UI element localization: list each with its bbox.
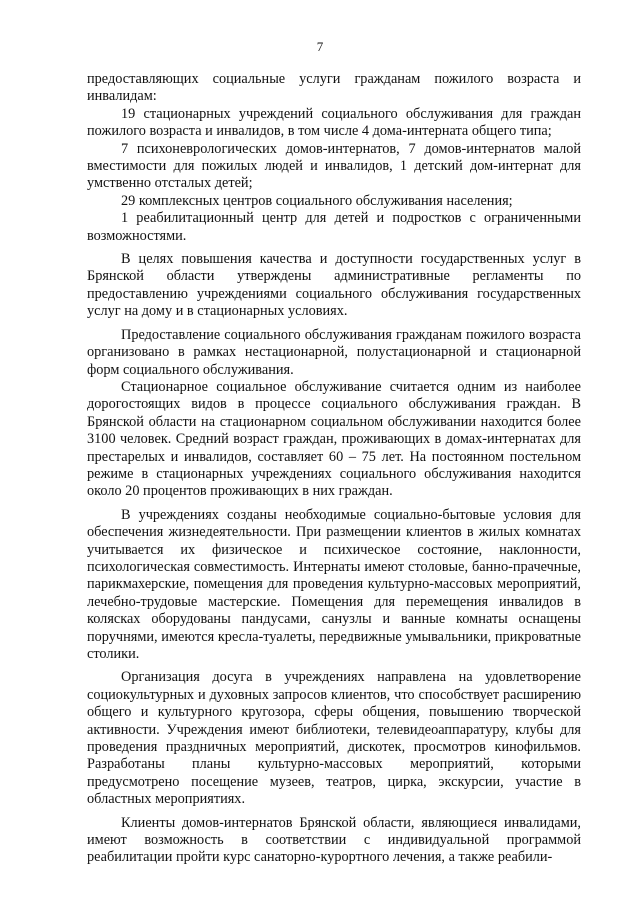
page-number: 7 <box>316 39 324 54</box>
list-item: 1 реабилитационный центр для детей и подростков с ограниченными возможностями. <box>87 210 581 244</box>
paragraph: В учреждениях созданы необходимые социально-бытовые условия для обеспечения жизнедеятельности. При размещении клиентов в жилых комнатах учитывается их физическое и психическое состояние, наклонности, психологическая совместимость. Интернаты имеют столовые, банно-прачечные, парикмахерские, помещения для проведения культурно-массовых мероприятий, лечебно-трудовые мастерские. Помещения для перемещения инвалидов в колясках оборудованы пандусами, санузлы и ванные комнаты оснащены поручнями, имеются кресла-туалеты, передвижные умывальники, прикроватные столики. <box>87 506 581 662</box>
paragraph: Организация досуга в учреждениях направлена на удовлетворение социокультурных и духовных запросов клиентов, что способствует расширению общего и культурного кругозора, сферы общения, повышению творческой активности. Учреждения имеют библиотеки, телевидеоаппаратуру, клубы для проведения праздничных мероприятий, дискотек, просмотров кинофильмов. Разработаны планы культурно-массовых мероприятий, которыми предусмотрено посещение музеев, театров, цирка, экскурсии, участие в областных мероприятиях. <box>87 669 581 808</box>
paragraph: В целях повышения качества и доступности государственных услуг в Брянской области утверждены административные регламенты по предоставлению учреждениями социального обслуживания государственных услуг на дому и в стационарных условиях. <box>87 251 581 320</box>
paragraph: Предоставление социального обслуживания гражданам пожилого возраста организовано в рамках нестационарной, полустационарной и стационарной форм социального обслуживания. <box>87 326 581 378</box>
paragraph: Клиенты домов-интернатов Брянской области, являющиеся инвалидами, имеют возможность в соответствии с индивидуальной программой реабилитации пройти курс санаторно-курортного лечения, а также реабили- <box>87 814 581 866</box>
list-item: 7 психоневрологических домов-интернатов, 7 домов-интернатов малой вместимости для пожилых людей и инвалидов, 1 детский дом-интернат для умственно отсталых детей; <box>87 140 581 192</box>
list-item: 19 стационарных учреждений социального обслуживания для граждан пожилого возраста и инвалидов, в том числе 4 дома-интерната общего типа; <box>87 105 581 140</box>
document-body <box>87 71 581 867</box>
paragraph: Стационарное социальное обслуживание считается одним из наиболее дорогостоящих видов в процессе социального обслуживания граждан. В Брянской области на стационарном социальном обслуживании находится более 3100 человек. Средний возраст граждан, проживающих в домах-интернатах для престарелых и инвалидов, составляет 60 – 75 лет. На постоянном постельном режиме в стационарных учреждениях социального обслуживания находится около 20 процентов проживающих в них граждан. <box>87 378 581 500</box>
paragraph: предоставляющих социальные услуги гражданам пожилого возраста и инвалидам: <box>87 71 581 105</box>
list-item: 29 комплексных центров социального обслуживания населения; <box>121 192 513 209</box>
